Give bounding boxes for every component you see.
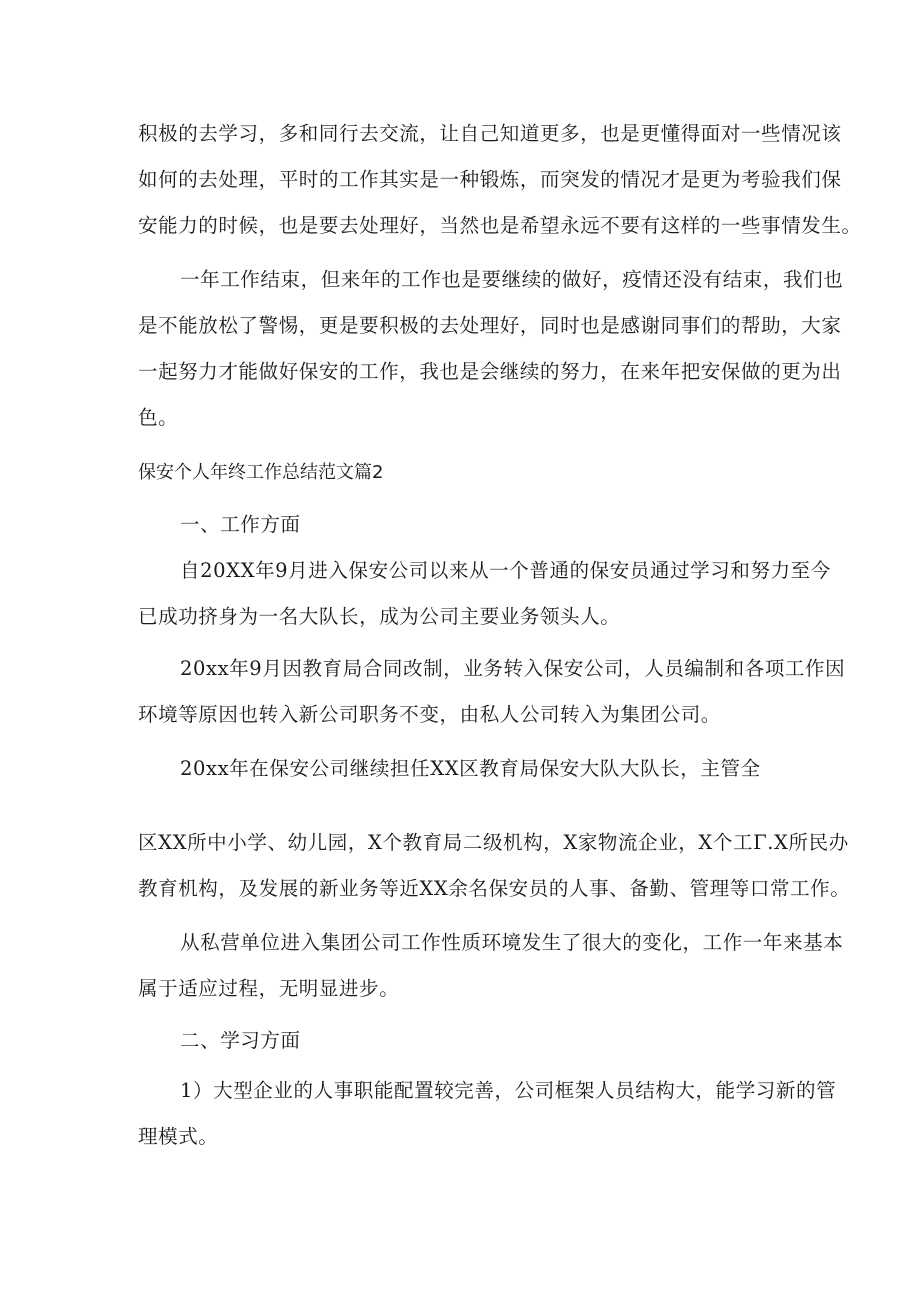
paragraph-line: 20xx年9月因教育局合同改制，业务转入保安公司，人员编制和各项工作因: [180, 657, 846, 680]
section-title: 保安个人年终工作总结范文篇2: [138, 462, 384, 483]
paragraph-line: 20xx年在保安公司继续担任XX区教育局保安大队大队长，主管全: [180, 757, 761, 780]
subsection-heading: 二、学习方面: [180, 1029, 301, 1052]
paragraph-line: 教育机构，及发展的新业务等近XX余名保安员的人事、备勤、管理等口常工作。: [138, 877, 851, 900]
paragraph-line: 安能力的时候，也是要去处理好，当然也是希望永远不要有这样的一些事情发生。: [138, 214, 862, 237]
paragraph-line: 一起努力才能做好保安的工作，我也是会继续的努力，在来年把安保做的更为出: [138, 360, 842, 383]
paragraph-line: 自20XX年9月进入保安公司以来从一个普通的保安员通过学习和努力至今: [180, 559, 831, 582]
paragraph-line: 已成功挤身为一名大队长，成为公司主要业务领头人。: [138, 605, 621, 628]
subsection-heading: 一、工作方面: [180, 513, 301, 536]
paragraph-line: 是不能放松了警惕，更是要积极的去处理好，同时也是感谢同事们的帮助，大家: [138, 314, 842, 337]
paragraph-line: 如何的去处理，平时的工作其实是一种锻炼，而突发的情况才是更为考验我们保: [138, 168, 842, 191]
paragraph-line: 区XX所中小学、幼儿园，X个教育局二级机构，X家物流企业，X个工Γ.X所民办: [138, 831, 849, 854]
paragraph-line: 色。: [138, 406, 179, 429]
paragraph-line: 理模式。: [138, 1125, 219, 1148]
paragraph-line: 一年工作结束，但来年的工作也是要继续的做好，疫情还没有结束，我们也: [180, 268, 844, 291]
paragraph-line: 属于适应过程，无明显进步。: [138, 977, 400, 1000]
paragraph-line: 从私营单位进入集团公司工作性质环境发生了很大的变化，工作一年来基本: [180, 931, 844, 954]
paragraph-line: 环境等原因也转入新公司职务不变，由私人公司转入为集团公司。: [138, 703, 721, 726]
paragraph-line: 1）大型企业的人事职能配置较完善，公司框架人员结构大，能学习新的管: [180, 1079, 837, 1102]
paragraph-line: 积极的去学习，多和同行去交流，让自己知道更多，也是更懂得面对一些情况该: [138, 122, 842, 145]
